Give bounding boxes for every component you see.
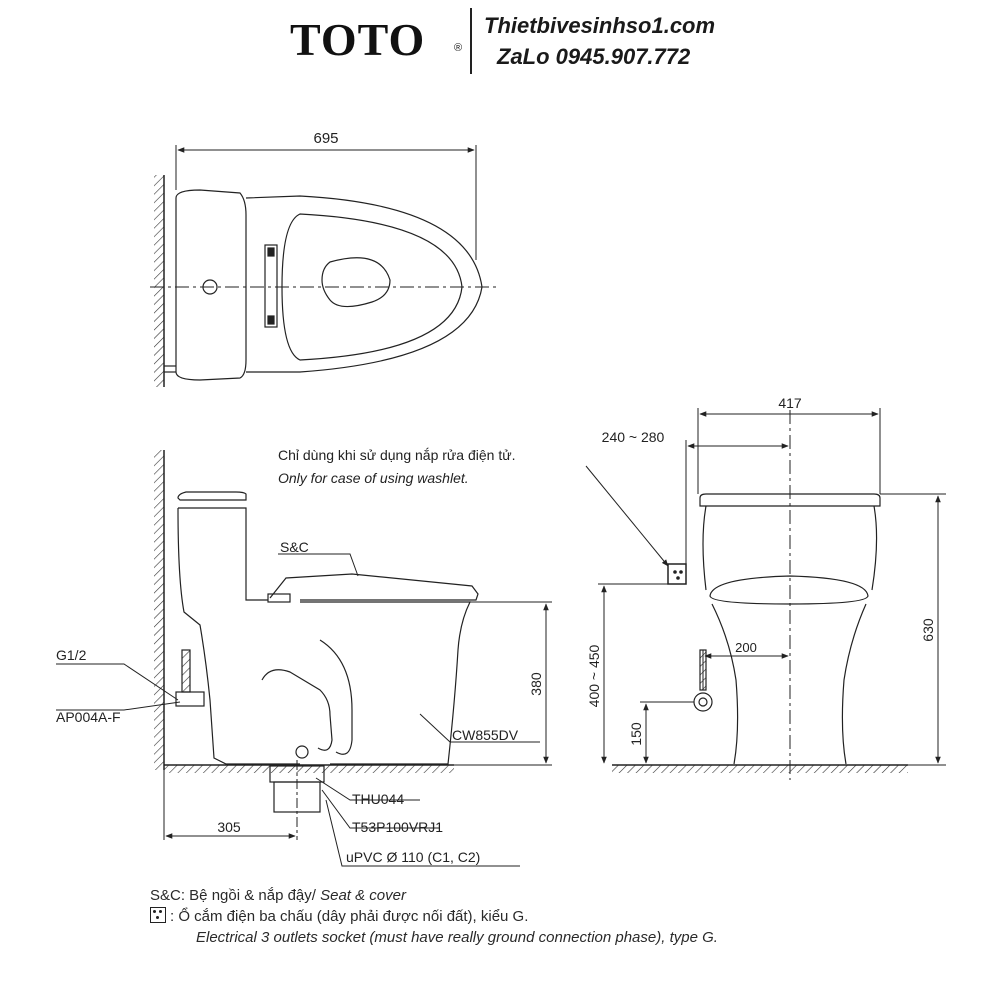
bowl-front-side: [300, 602, 470, 764]
toto-logo: TOTO: [290, 14, 426, 65]
hinge-plate: [265, 245, 277, 327]
trapway-side: [262, 670, 332, 750]
supply-valve-front-outer: [694, 693, 712, 711]
dim-305-label: 305: [217, 819, 241, 835]
label-cw855: CW855DV: [452, 727, 519, 743]
dim-400-label: 400 ~ 450: [586, 644, 602, 708]
socket-box: [668, 564, 686, 584]
wall-hatch-side: [154, 450, 164, 770]
legend-socket-vi: : Ổ cắm điện ba chấu (dây phải được nối đất), kiểu G.: [170, 908, 529, 925]
leader-sc: [278, 554, 358, 576]
stop-valve: [176, 692, 204, 706]
label-g12: G1/2: [56, 647, 87, 663]
seat-side: [270, 574, 478, 600]
leader-washlet: [586, 466, 668, 566]
socket-pin-2: [679, 570, 683, 574]
dim-150-label: 150: [628, 722, 644, 746]
tank-top: [176, 190, 246, 380]
side-view: [56, 450, 552, 866]
hinge-side: [268, 594, 290, 602]
supply-valve-front-inner: [699, 698, 707, 706]
label-sc: S&C: [280, 539, 309, 555]
legend-socket-en: Electrical 3 outlets socket (must have really ground connection phase), type G.: [196, 929, 718, 946]
top-view: [150, 145, 500, 387]
contact-text: ZaLo 0945.907.772: [497, 44, 691, 69]
dim-380-label: 380: [528, 672, 544, 696]
pedestal-right: [842, 604, 866, 764]
dim-695-label: 695: [313, 130, 339, 147]
label-thu044: THU044: [352, 791, 405, 807]
socket-pin-3: [676, 576, 680, 580]
label-t53: T53P100VRJ1: [352, 819, 444, 835]
dim-240-label: 240 ~ 280: [601, 429, 665, 445]
legend-seat-prefix: S&C: Bệ ngồi & nắp đậy/: [150, 887, 321, 904]
socket-icon: [150, 907, 166, 923]
outlet-hole: [296, 746, 308, 758]
washlet-note-en: Only for case of using washlet.: [278, 470, 469, 486]
dim-630-label: 630: [920, 618, 936, 642]
hinge-bolt-2: [268, 316, 274, 324]
tank-lid-side: [178, 492, 246, 500]
legend-socket-row: [150, 906, 970, 927]
floor-hatch-front: [612, 765, 908, 773]
registered-mark: ®: [454, 42, 463, 54]
legend: [150, 885, 970, 948]
trapway-outer: [320, 640, 352, 754]
hinge-bolt-1: [268, 248, 274, 256]
legend-seat-en: Seat & cover: [320, 887, 406, 904]
label-upvc: uPVC Ø 110 (C1, C2): [346, 849, 481, 865]
dim-200-label: 200: [735, 640, 757, 655]
bowl-top: [246, 196, 482, 372]
legend-seat-row: [150, 885, 970, 906]
website-text: Thietbivesinhso1.com: [484, 13, 716, 38]
wall-hatch-top: [154, 175, 164, 387]
pedestal-left: [712, 604, 738, 764]
washlet-note-vi: Chỉ dùng khi sử dụng nắp rửa điện tử.: [278, 447, 516, 463]
socket-pin-1: [673, 570, 677, 574]
bowl-opening-top: [322, 258, 390, 307]
label-ap004: AP004A-F: [56, 709, 121, 725]
dim-417-label: 417: [778, 395, 802, 411]
supply-pipe: [182, 650, 190, 692]
seat-front: [710, 576, 868, 604]
tank-side: [178, 508, 268, 600]
